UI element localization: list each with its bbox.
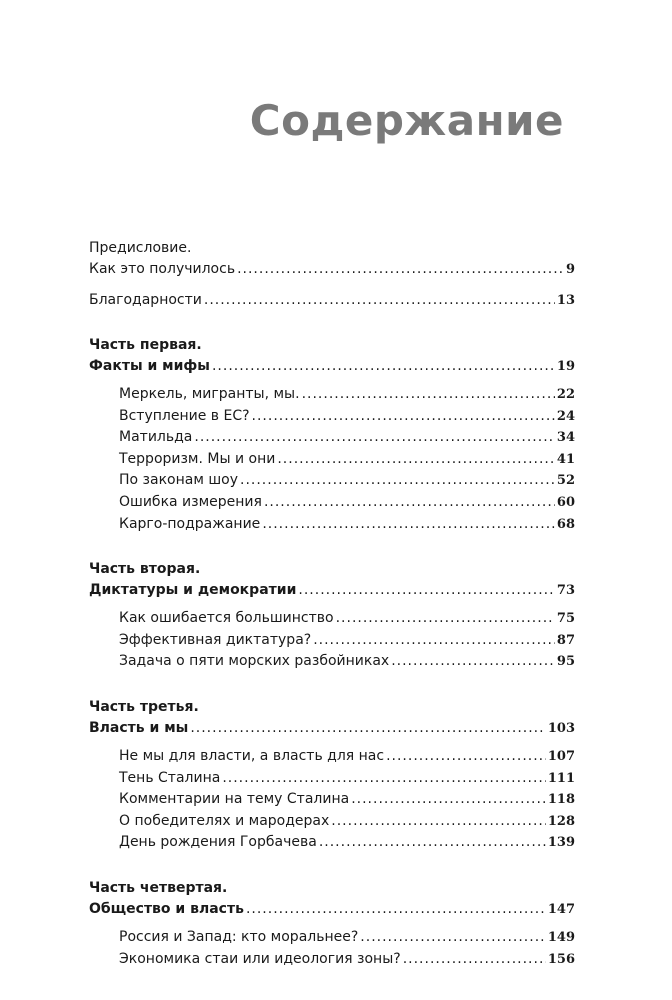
toc-item xyxy=(119,651,575,672)
table-of-contents xyxy=(89,238,575,970)
toc-item-page: 24 xyxy=(556,408,575,424)
toc-item-title: Терроризм. Мы и они xyxy=(119,450,276,467)
part-title-line xyxy=(89,899,575,920)
toc-item-title: Россия и Запад: кто моральнее? xyxy=(119,928,359,945)
toc-item-title: День рождения Горбачева xyxy=(119,834,317,851)
toc-item-page: 95 xyxy=(556,654,575,670)
toc-item xyxy=(119,630,575,651)
toc-item-page: 107 xyxy=(547,748,575,764)
toc-entry-preface xyxy=(89,238,575,280)
toc-item xyxy=(119,746,575,767)
toc-item-title: По законам шоу xyxy=(119,472,238,489)
dot-leader xyxy=(403,949,546,970)
part-title-line xyxy=(89,356,575,377)
toc-item xyxy=(119,514,575,535)
dot-leader xyxy=(212,356,555,377)
toc-item-page: 34 xyxy=(556,430,575,446)
part-items xyxy=(89,384,575,535)
dot-leader xyxy=(222,768,546,789)
toc-item-page: 128 xyxy=(547,813,575,829)
dot-leader xyxy=(331,811,546,832)
dot-leader xyxy=(386,746,546,767)
dot-leader xyxy=(240,470,555,491)
toc-item-title: Задача о пяти морских разбойниках xyxy=(119,653,390,670)
toc-item xyxy=(119,384,575,405)
toc-item-page: 118 xyxy=(547,792,575,808)
toc-item-page: 60 xyxy=(556,494,575,510)
dot-leader xyxy=(302,384,555,405)
part-title-line xyxy=(89,580,575,601)
part-items xyxy=(89,746,575,853)
preface-heading: Предисловие. xyxy=(89,240,192,256)
toc-item xyxy=(119,449,575,470)
toc-item xyxy=(119,492,575,513)
dot-leader xyxy=(351,789,546,810)
toc-item xyxy=(119,470,575,491)
toc-item-page: 75 xyxy=(556,611,575,627)
dot-leader xyxy=(336,608,555,629)
thanks-page: 13 xyxy=(556,293,575,308)
toc-item-page: 52 xyxy=(556,473,575,489)
dot-leader xyxy=(237,259,564,280)
toc-item-page: 111 xyxy=(547,770,575,786)
toc-item xyxy=(119,768,575,789)
part-items xyxy=(89,608,575,672)
dot-leader xyxy=(360,927,546,948)
part-page: 147 xyxy=(547,901,575,917)
dot-leader xyxy=(277,449,555,470)
toc-part-1 xyxy=(89,335,575,535)
dot-leader xyxy=(246,899,546,920)
dot-leader xyxy=(190,718,546,739)
dot-leader xyxy=(264,492,555,513)
part-heading: Часть вторая. xyxy=(89,561,201,578)
toc-parts xyxy=(89,311,575,970)
dot-leader xyxy=(391,651,555,672)
toc-item-title: Комментарии на тему Сталина xyxy=(119,791,350,808)
preface-page: 9 xyxy=(565,262,575,277)
part-title: Власть и мы xyxy=(89,719,189,736)
toc-item-page: 149 xyxy=(547,929,575,945)
part-title: Общество и власть xyxy=(89,900,244,917)
toc-part-2 xyxy=(89,559,575,672)
dot-leader xyxy=(194,427,555,448)
toc-item-title: Экономика стаи или идеология зоны? xyxy=(119,950,401,967)
toc-item xyxy=(119,832,575,853)
dot-leader xyxy=(204,290,555,311)
toc-part-3 xyxy=(89,697,575,853)
toc-item-page: 156 xyxy=(547,951,575,967)
toc-item-title: Матильда xyxy=(119,429,193,446)
part-page: 19 xyxy=(556,359,575,374)
toc-item-page: 68 xyxy=(556,516,575,532)
toc-part-4 xyxy=(89,878,575,970)
part-heading: Часть первая. xyxy=(89,337,202,353)
part-title: Диктатуры и демократии xyxy=(89,582,297,599)
toc-item-title: Не мы для власти, а власть для нас xyxy=(119,747,385,764)
toc-item-title: Тень Сталина xyxy=(119,769,221,786)
thanks-title: Благодарности xyxy=(89,292,202,308)
part-heading: Часть третья. xyxy=(89,698,199,715)
dot-leader xyxy=(262,514,555,535)
toc-item-title: Эффективная диктатура? xyxy=(119,631,312,648)
part-page: 73 xyxy=(556,583,575,599)
toc-item-page: 22 xyxy=(556,387,575,402)
part-title: Факты и мифы xyxy=(89,358,210,374)
toc-item-title: Карго-подражание xyxy=(119,515,261,532)
toc-item-page: 87 xyxy=(556,632,575,648)
dot-leader xyxy=(298,580,555,601)
toc-item xyxy=(119,427,575,448)
part-items xyxy=(89,927,575,970)
preface-title: Как это получилось xyxy=(89,261,236,277)
toc-item xyxy=(119,406,575,427)
part-title-line xyxy=(89,718,575,739)
dot-leader xyxy=(313,630,555,651)
toc-entry-thanks xyxy=(89,290,575,311)
toc-item-title: Вступление в ЕС? xyxy=(119,407,250,424)
toc-item-title: О победителях и мародерах xyxy=(119,812,330,829)
toc-item xyxy=(119,789,575,810)
toc-item-title: Меркель, мигранты, мы. xyxy=(119,386,300,402)
toc-item xyxy=(119,927,575,948)
toc-item xyxy=(119,608,575,629)
part-heading: Часть четвертая. xyxy=(89,879,228,896)
toc-item-page: 41 xyxy=(556,451,575,467)
toc-item-title: Как ошибается большинство xyxy=(119,610,334,627)
toc-item xyxy=(119,949,575,970)
toc-item-title: Ошибка измерения xyxy=(119,493,262,510)
toc-item-page: 139 xyxy=(547,835,575,851)
part-page: 103 xyxy=(547,720,575,736)
page-title: Содержание xyxy=(249,96,564,145)
dot-leader xyxy=(252,406,555,427)
dot-leader xyxy=(319,832,546,853)
toc-item xyxy=(119,811,575,832)
